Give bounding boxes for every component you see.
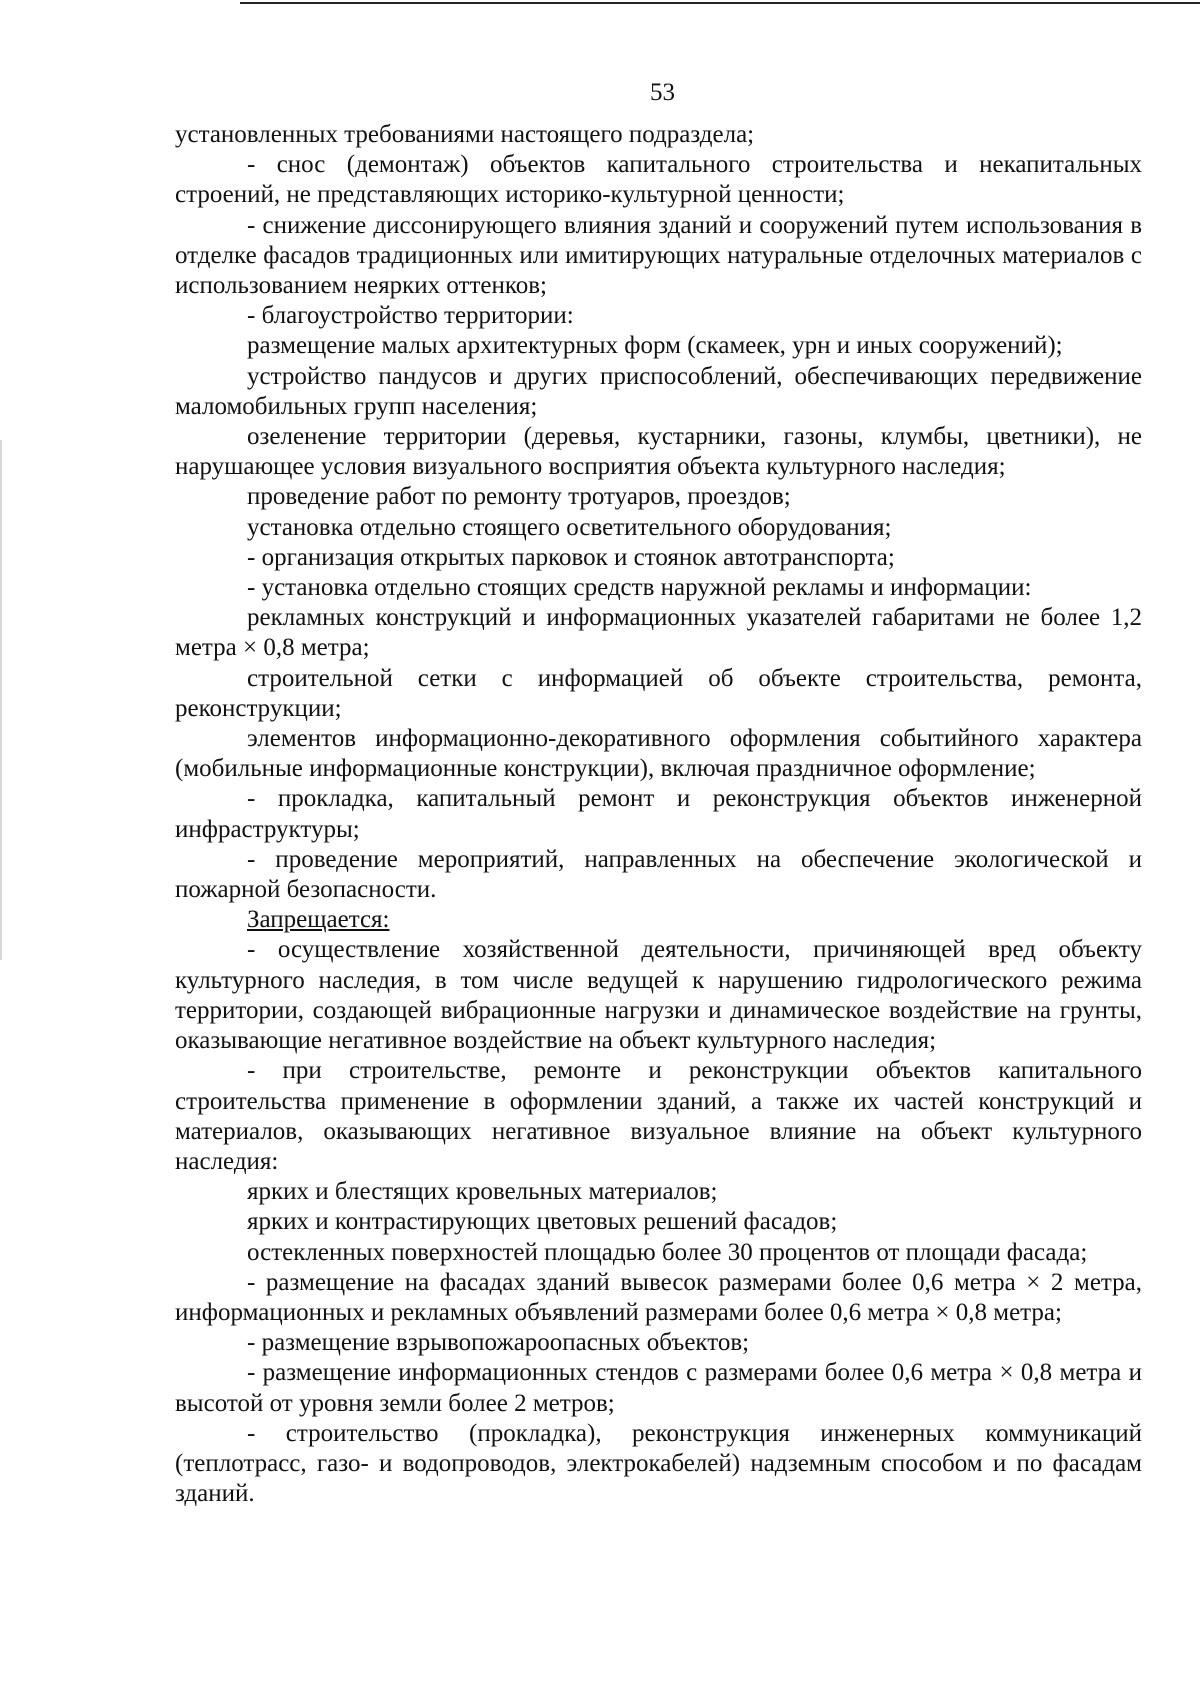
paragraph: - размещение информационных стендов с размерами более 0,6 метра × 0,8 метра и высотой от уровня земли более 2 метров; xyxy=(175,1359,1142,1417)
paragraph: - установка отдельно стоящих средств наружной рекламы и информации: xyxy=(247,574,1032,602)
paragraph: - проведение мероприятий, направленных на обеспечение экологической и пожарной безопасности. xyxy=(175,845,1142,904)
section-heading-prohibited xyxy=(175,905,1142,935)
paragraph: - размещение взрывопожароопасных объектов; xyxy=(247,1329,750,1357)
document-body xyxy=(175,120,1142,1509)
paragraph: - при строительстве, ремонте и реконструкции объектов капитального строительства применение в оформлении зданий, а также их частей конструкций и материалов, оказывающих негативное визуальное влияние на объект культурного наследия: xyxy=(175,1057,1142,1175)
paragraph: - осуществление хозяйственной деятельности, причиняющей вред объекту культурного наследия, в том числе ведущей к нарушению гидрологического режима территории, создающей вибрационные нагрузки и динамическое воздействие на грунты, оказывающие негативное воздействие на объект культурного наследия; xyxy=(175,936,1142,1055)
paragraph: устройство пандусов и других приспособлений, обеспечивающих передвижение маломобильных групп населения; xyxy=(175,362,1142,420)
page-number: 53 xyxy=(650,79,675,106)
paragraph: строительной сетки с информацией об объекте строительства, ремонта, реконструкции; xyxy=(175,664,1142,722)
paragraph: рекламных конструкций и информационных указателей габаритами не более 1,2 метра × 0,8 метра; xyxy=(175,604,1142,662)
paragraph: - снижение диссонирующего влияния зданий и сооружений путем использования в отделке фасадов традиционных или имитирующих натуральные отделочных материалов с использованием неярких оттенков; xyxy=(175,211,1142,300)
paragraph: - прокладка, капитальный ремонт и реконструкция объектов инженерной инфраструктуры; xyxy=(175,785,1142,843)
paragraph: - строительство (прокладка), реконструкция инженерных коммуникаций (теплотрасс, газо- и водопроводов, электрокабелей) надземным способом и по фасадам зданий. xyxy=(175,1419,1142,1508)
scan-margin-shadow xyxy=(0,440,2,960)
paragraph: установленных требованиями настоящего подраздела; xyxy=(175,121,755,148)
paragraph: проведение работ по ремонту тротуаров, проездов; xyxy=(247,483,791,511)
paragraph: ярких и блестящих кровельных материалов; xyxy=(247,1178,718,1206)
paragraph: остекленных поверхностей площадью более 30 процентов от площади фасада; xyxy=(247,1238,1088,1266)
heading-text: Запрещается: xyxy=(247,906,390,934)
top-border-line xyxy=(240,2,1200,4)
paragraph: - размещение на фасадах зданий вывесок размерами более 0,6 метра × 2 метра, информационных и рекламных объявлений размерами более 0,6 метра × 0,8 метра; xyxy=(175,1268,1142,1326)
paragraph: - благоустройство территории: xyxy=(247,302,574,330)
paragraph: - организация открытых парковок и стоянок автотранспорта; xyxy=(247,543,895,571)
paragraph: ярких и контрастирующих цветовых решений фасадов; xyxy=(247,1208,838,1236)
paragraph: - снос (демонтаж) объектов капитального строительства и некапитальных строений, не представляющих историко-культурной ценности; xyxy=(175,151,1142,209)
paragraph: озеленение территории (деревья, кустарники, газоны, клумбы, цветники), не нарушающее условия визуального восприятия объекта культурного наследия; xyxy=(175,423,1142,481)
paragraph: установка отдельно стоящего осветительного оборудования; xyxy=(247,513,892,541)
paragraph: размещение малых архитектурных форм (скамеек, урн и иных сооружений); xyxy=(247,332,1063,360)
paragraph: элементов информационно-декоративного оформления событийного характера (мобильные информационные конструкции), включая праздничное оформление; xyxy=(175,725,1142,783)
